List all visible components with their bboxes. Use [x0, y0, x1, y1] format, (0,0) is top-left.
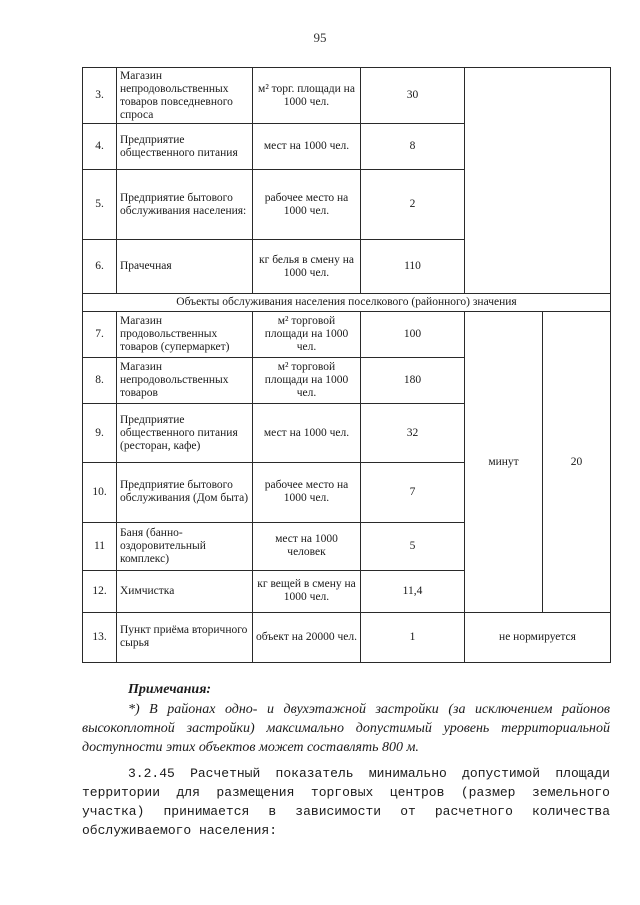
row-number: 6. — [83, 240, 117, 294]
object-name: Прачечная — [117, 240, 253, 294]
object-name: Химчистка — [117, 570, 253, 612]
table-row — [83, 68, 611, 124]
norm-value: 180 — [361, 358, 465, 404]
unit-of-measure: мест на 1000 человек — [253, 522, 361, 570]
body-paragraph-block — [82, 764, 610, 840]
object-name: Баня (банно-оздоровительный комплекс) — [117, 522, 253, 570]
row-number: 5. — [83, 170, 117, 240]
unit-of-measure: кг белья в смену на 1000 чел. — [253, 240, 361, 294]
object-name: Предприятие общественного питания (ресторан, кафе) — [117, 404, 253, 462]
section-header: Объекты обслуживания населения поселкового (районного) значения — [83, 294, 611, 312]
row-number: 9. — [83, 404, 117, 462]
access-value: 20 — [543, 312, 611, 612]
object-name: Магазин продовольственных товаров (супермаркет) — [117, 312, 253, 358]
unit-of-measure: мест на 1000 чел. — [253, 124, 361, 170]
norm-value: 100 — [361, 312, 465, 358]
access-cell-empty — [465, 68, 611, 294]
norm-value: 7 — [361, 462, 465, 522]
row-number: 10. — [83, 462, 117, 522]
notes-block — [82, 680, 610, 757]
notes-title: Примечания: — [128, 682, 212, 697]
row-number: 7. — [83, 312, 117, 358]
object-name: Предприятие бытового обслуживания (Дом быта) — [117, 462, 253, 522]
unit-of-measure: мест на 1000 чел. — [253, 404, 361, 462]
object-name: Пункт приёма вторичного сырья — [117, 612, 253, 662]
row-number: 13. — [83, 612, 117, 662]
access-unit: минут — [465, 312, 543, 612]
unit-of-measure: кг вещей в смену на 1000 чел. — [253, 570, 361, 612]
body-paragraph: 3.2.45 Расчетный показатель минимально допустимой площади территории для размещения торговых центров (размер земельного участка) принимается в зависимости от расчетного количества обслуживаемого населения: — [82, 766, 610, 838]
object-name: Предприятие общественного питания — [117, 124, 253, 170]
norm-value: 110 — [361, 240, 465, 294]
norm-value: 1 — [361, 612, 465, 662]
norm-value: 8 — [361, 124, 465, 170]
norm-value: 32 — [361, 404, 465, 462]
table-row — [83, 312, 611, 358]
not-normalized-note: не нормируется — [465, 612, 611, 662]
norm-value: 5 — [361, 522, 465, 570]
row-number: 8. — [83, 358, 117, 404]
norm-value: 11,4 — [361, 570, 465, 612]
unit-of-measure: м² торговой площади на 1000 чел. — [253, 312, 361, 358]
row-number: 11 — [83, 522, 117, 570]
row-number: 4. — [83, 124, 117, 170]
object-name: Магазин непродовольственных товаров повседневного спроса — [117, 68, 253, 124]
unit-of-measure: объект на 20000 чел. — [253, 612, 361, 662]
object-name: Магазин непродовольственных товаров — [117, 358, 253, 404]
unit-of-measure: м² торг. площади на 1000 чел. — [253, 68, 361, 124]
norms-table — [82, 67, 611, 663]
section-header-row — [83, 294, 611, 312]
norm-value: 2 — [361, 170, 465, 240]
unit-of-measure: рабочее место на 1000 чел. — [253, 170, 361, 240]
unit-of-measure: рабочее место на 1000 чел. — [253, 462, 361, 522]
unit-of-measure: м² торговой площади на 1000 чел. — [253, 358, 361, 404]
object-name: Предприятие бытового обслуживания населения: — [117, 170, 253, 240]
notes-text: *) В районах одно- и двухэтажной застройки (за исключением районов высокоплотной застройки) максимально допустимый уровень территориальной доступности этих объектов может составлять 800 м. — [82, 702, 610, 755]
row-number: 12. — [83, 570, 117, 612]
row-number: 3. — [83, 68, 117, 124]
table-row — [83, 612, 611, 662]
page-number: 95 — [313, 30, 327, 45]
norm-value: 30 — [361, 68, 465, 124]
